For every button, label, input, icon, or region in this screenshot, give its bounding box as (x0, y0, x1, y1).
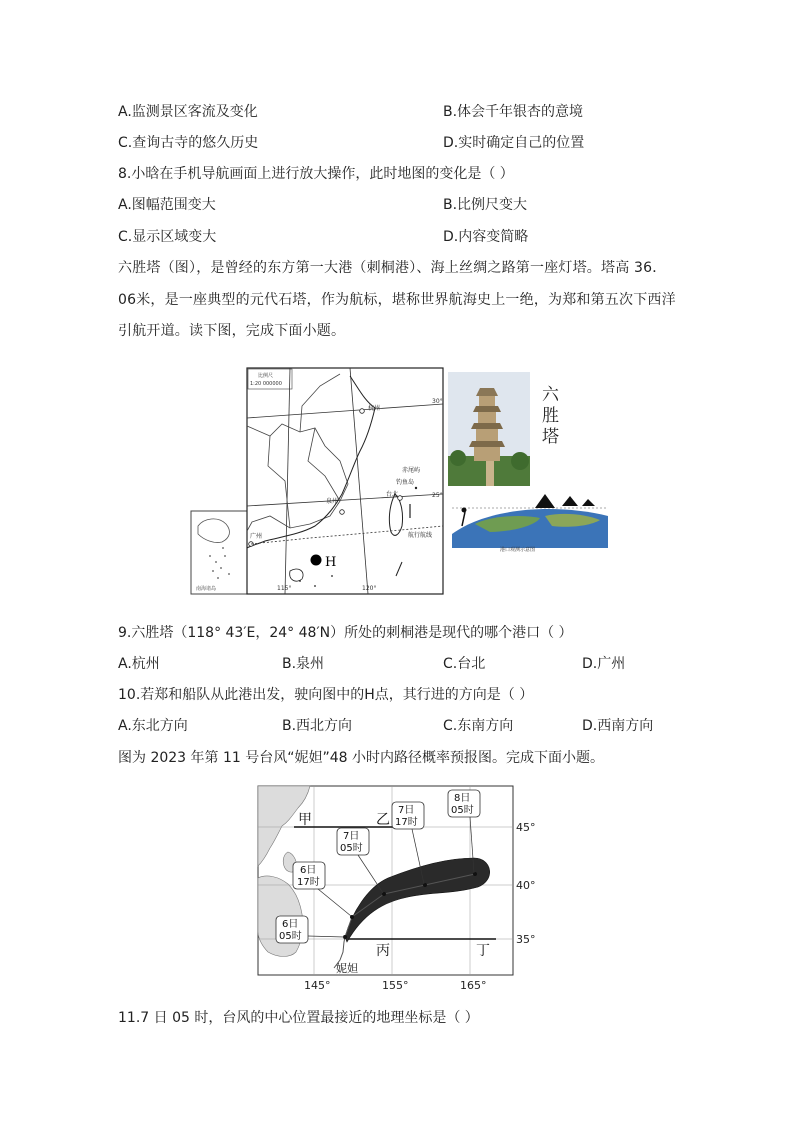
svg-text:6日: 6日 (282, 919, 299, 930)
svg-text:6日: 6日 (300, 865, 317, 876)
intro-paragraph-typhoon: 图为 2023 年第 11 号台风“妮妲”48 小时内路径概率预报图。完成下面小题。 (118, 750, 605, 766)
q8-option-a: A.图幅范围变大 (118, 197, 216, 213)
q7-option-c: C.查询古寺的悠久历史 (118, 135, 259, 151)
q10-option-a: A.东北方向 (118, 718, 188, 734)
q9-stem: 9.六胜塔（118° 43′E，24° 48′N）所处的刺桐港是现代的哪个港口（ ） (118, 625, 573, 641)
route-label: 航行航线 (408, 532, 433, 539)
q11-stem: 11.7 日 05 时，台风的中心位置最接近的地理坐标是（ ） (118, 1010, 479, 1026)
q8-stem: 8.小晗在手机导航画面上进行放大操作，此时地图的变化是（ ） (118, 166, 514, 182)
city-hangzhou: 杭州 (368, 405, 381, 412)
svg-text:7日: 7日 (398, 805, 415, 816)
q8-option-b: B.比例尺变大 (443, 197, 528, 213)
tower-label-2: 胜 (542, 406, 559, 426)
svg-text:17时: 17时 (395, 817, 418, 828)
lat-35-label: 35° (516, 933, 536, 946)
photo2-caption: 港口观测示意图 (500, 547, 536, 553)
city-taibei: 台北 (386, 491, 399, 498)
storm-name-label: 妮妲 (336, 962, 358, 975)
figure-typhoon-track (248, 782, 548, 994)
q10-stem: 10.若郑和船队从此港出发，驶向图中的H点，其行进的方向是（ ） (118, 687, 534, 703)
inset-map-frame (191, 511, 247, 594)
scale-title: 比例尺 (258, 373, 274, 379)
q7-option-d: D.实时确定自己的位置 (443, 135, 585, 151)
q7-option-a: A.监测景区客流及变化 (118, 104, 258, 120)
city-quanzhou: 泉州 (326, 498, 339, 505)
q10-option-d: D.西南方向 (582, 718, 654, 734)
inset-label: 南海诸岛 (196, 586, 217, 592)
intro-paragraph-tower: 六胜塔（图），是曾经的东方第一大港（刺桐港）、海上丝绸之路第一座灯塔。塔高 36．06米，是一座典型的元代石塔，作为航标，堪称世界航海史上一绝，为郑和第五次下西洋引航开道。读下图，完成下面小题。 (118, 260, 676, 339)
label-jia: 甲 (298, 812, 312, 828)
q8-option-c: C.显示区域变大 (118, 229, 217, 245)
q9-option-c: C.台北 (443, 656, 486, 672)
lon-120-label: 120° (362, 585, 377, 592)
label-yi: 乙 (376, 812, 390, 828)
svg-text:05时: 05时 (279, 931, 302, 942)
label-bing: 丙 (376, 943, 390, 959)
q10-option-b: B.西北方向 (282, 718, 353, 734)
lat-45-label: 45° (516, 821, 536, 834)
q9-option-b: B.泉州 (282, 656, 325, 672)
q10-option-c: C.东南方向 (443, 718, 514, 734)
lon-165-label: 165° (460, 979, 487, 992)
point-h-label: H (325, 555, 337, 570)
lon-155-label: 155° (382, 979, 409, 992)
svg-text:7日: 7日 (343, 831, 360, 842)
label-ding: 丁 (476, 943, 490, 959)
lon-115-label: 115° (277, 585, 292, 592)
q8-option-d: D.内容变简略 (443, 229, 529, 245)
city-guangzhou: 广州 (250, 533, 263, 540)
lat-30-label: 30° (432, 398, 443, 405)
q9-option-a: A.杭州 (118, 656, 160, 672)
island-chiweiyu: 赤尾屿 (402, 467, 421, 474)
lat-40-label: 40° (516, 879, 536, 892)
scale-value: 1:20 000000 (250, 381, 282, 387)
svg-text:05时: 05时 (340, 843, 363, 854)
point-h-marker (311, 555, 322, 566)
lon-145-label: 145° (304, 979, 331, 992)
svg-text:17时: 17时 (297, 877, 320, 888)
svg-text:05时: 05时 (451, 805, 474, 816)
tower-label-3: 塔 (542, 427, 559, 447)
lat-25-label: 25° (432, 492, 443, 499)
q7-option-b: B.体会千年银杏的意境 (443, 104, 584, 120)
figure-tower-map (190, 366, 610, 596)
island-diaoyudao: 钓鱼岛 (396, 479, 415, 486)
tower-label-1: 六 (542, 385, 559, 405)
svg-text:8日: 8日 (454, 793, 471, 804)
q9-option-d: D.广州 (582, 656, 626, 672)
